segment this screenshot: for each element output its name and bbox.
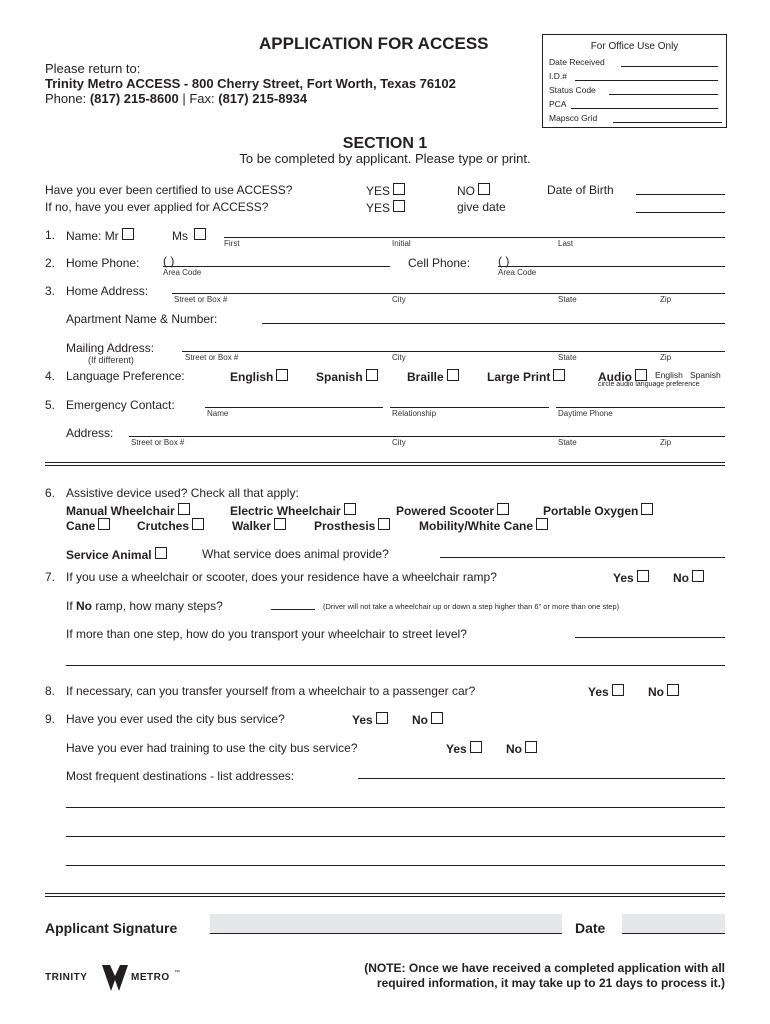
applied-question: If no, have you ever applied for ACCESS?	[45, 200, 269, 214]
office-status-code: Status Code	[549, 85, 596, 95]
emergency-state-caption: State	[558, 438, 577, 447]
device-white-cane-label: Mobility/White Cane	[419, 519, 533, 533]
signature-field[interactable]	[210, 914, 562, 934]
device-crutches-label: Crutches	[137, 519, 190, 533]
processing-note-line2: required information, it may take up to 21 days to process it.)	[376, 976, 725, 990]
lang-english-label: English	[230, 370, 274, 384]
audio-note: circle audio language preference	[598, 381, 700, 388]
logo-trademark: ™	[174, 970, 180, 976]
device-prosthesis-checkbox[interactable]	[378, 518, 390, 530]
mailing-city-caption: City	[392, 353, 406, 362]
device-crutches-checkbox[interactable]	[192, 518, 204, 530]
device-manual-label: Manual Wheelchair	[66, 504, 175, 518]
device-manual-checkbox[interactable]	[178, 503, 190, 515]
processing-note-line1: (NOTE: Once we have received a completed application with all	[364, 961, 725, 975]
emergency-street-caption: Street or Box #	[131, 438, 185, 447]
lang-large-print-checkbox[interactable]	[553, 369, 565, 381]
lang-braille[interactable]	[407, 369, 459, 384]
lang-large-print[interactable]	[487, 369, 565, 384]
office-mapsco-line[interactable]	[613, 122, 722, 123]
transfer-no-label: No	[648, 685, 664, 699]
section-subtitle: To be completed by applicant. Please type or print.	[239, 151, 531, 166]
lang-braille-label: Braille	[407, 370, 444, 384]
destinations-field[interactable]	[358, 778, 725, 779]
cert-yes[interactable]	[366, 183, 405, 198]
transfer-question: If necessary, can you transfer yourself from a wheelchair to a passenger car?	[66, 684, 476, 698]
home-phone-paren: ( )	[163, 254, 175, 268]
cell-phone-paren: ( )	[498, 254, 510, 268]
q8-number: 8.	[45, 684, 56, 698]
mailing-street-caption: Street or Box #	[185, 353, 239, 362]
transfer-yes-label: Yes	[588, 685, 609, 699]
device-crutches[interactable]	[137, 518, 204, 533]
home-state-caption: State	[558, 295, 577, 304]
applied-date-field[interactable]	[636, 212, 725, 213]
apartment-field[interactable]	[262, 323, 725, 324]
lang-spanish-label: Spanish	[316, 370, 363, 384]
lang-large-print-label: Large Print	[487, 370, 551, 384]
device-oxygen-label: Portable Oxygen	[543, 504, 639, 518]
device-scooter-checkbox[interactable]	[497, 503, 509, 515]
steps-field[interactable]	[271, 609, 315, 610]
mr-checkbox[interactable]	[122, 228, 134, 240]
mr-label: Mr	[104, 229, 119, 243]
q3-number: 3.	[45, 284, 56, 298]
audio-english-option[interactable]: English	[655, 370, 683, 380]
cell-area-code-caption: Area Code	[498, 268, 537, 277]
home-street-caption: Street or Box #	[174, 295, 228, 304]
device-walker-label: Walker	[232, 519, 271, 533]
initial-caption: Initial	[392, 239, 411, 248]
office-id: I.D.#	[549, 71, 567, 81]
service-animal-label: Service Animal	[66, 548, 152, 562]
cert-yes-checkbox[interactable]	[393, 183, 405, 195]
if-different-note: (If different)	[88, 355, 134, 365]
device-walker-checkbox[interactable]	[274, 518, 286, 530]
ramp-yes-label: Yes	[613, 571, 634, 585]
ms-option[interactable]	[172, 228, 206, 243]
cert-no-label: NO	[457, 184, 475, 198]
transfer-no-checkbox[interactable]	[667, 684, 679, 696]
office-status-line[interactable]	[609, 94, 718, 95]
home-phone-field[interactable]	[163, 266, 390, 267]
bus-yes[interactable]	[352, 712, 388, 727]
office-pca: PCA	[549, 99, 567, 109]
transport-field[interactable]	[575, 637, 725, 638]
applied-yes[interactable]	[366, 200, 405, 215]
signature-date-field[interactable]	[622, 914, 725, 934]
name-label: Name:	[66, 229, 102, 243]
fax-number: (817) 215-8934	[218, 91, 308, 106]
transport-field-2[interactable]	[66, 665, 725, 666]
dob-label: Date of Birth	[547, 183, 614, 197]
device-prosthesis[interactable]	[314, 518, 390, 533]
emergency-phone-field[interactable]	[556, 407, 725, 408]
ramp-yes[interactable]	[613, 570, 649, 585]
applied-yes-label: YES	[366, 201, 391, 215]
device-cane[interactable]	[66, 518, 110, 533]
phone-number: (817) 215-8600	[89, 91, 179, 106]
steps-rest: ramp, how many steps?	[92, 599, 223, 613]
emergency-relationship-caption: Relationship	[392, 409, 437, 418]
trinity-metro-mark-icon	[101, 962, 129, 992]
mailing-address-label: Mailing Address:	[66, 341, 155, 355]
training-yes[interactable]	[446, 741, 482, 756]
cert-no[interactable]	[457, 183, 490, 198]
bus-yes-checkbox[interactable]	[376, 712, 388, 724]
steps-question	[66, 599, 223, 613]
bus-no-checkbox[interactable]	[431, 712, 443, 724]
training-no-label: No	[506, 742, 522, 756]
device-cane-label: Cane	[66, 519, 96, 533]
training-yes-label: Yes	[446, 742, 467, 756]
device-electric-wheelchair[interactable]	[230, 503, 356, 518]
signature-date-label: Date	[575, 920, 606, 936]
service-animal-checkbox[interactable]	[155, 547, 167, 559]
cert-yes-label: YES	[366, 184, 391, 198]
emergency-name-field[interactable]	[205, 407, 383, 408]
bus-question: Have you ever used the city bus service?	[66, 712, 285, 726]
service-animal[interactable]	[66, 547, 167, 562]
emergency-address-label: Address:	[66, 426, 114, 440]
lang-english-checkbox[interactable]	[276, 369, 288, 381]
logo-text-right: METRO	[131, 972, 170, 983]
cert-no-checkbox[interactable]	[478, 183, 490, 195]
audio-spanish-option[interactable]: Spanish	[690, 370, 721, 380]
ramp-no-checkbox[interactable]	[692, 570, 704, 582]
q5-number: 5.	[45, 398, 56, 412]
office-header: For Office Use Only	[590, 41, 679, 52]
q7-number: 7.	[45, 570, 56, 584]
transfer-no[interactable]	[648, 684, 679, 699]
lang-audio-label: Audio	[598, 370, 632, 384]
device-powered-scooter[interactable]	[396, 503, 509, 518]
lang-audio-checkbox[interactable]	[635, 369, 647, 381]
q9-number: 9.	[45, 712, 56, 726]
last-caption: Last	[558, 239, 574, 248]
return-phone-fax	[45, 91, 307, 106]
section-title: SECTION 1	[342, 135, 428, 152]
training-no[interactable]	[506, 741, 537, 756]
lang-english[interactable]	[230, 369, 288, 384]
mailing-address-field[interactable]	[182, 351, 725, 352]
office-pca-line[interactable]	[571, 108, 718, 109]
destinations-field-4[interactable]	[66, 865, 725, 866]
animal-service-question: What service does animal provide?	[202, 547, 389, 561]
device-electric-checkbox[interactable]	[344, 503, 356, 515]
phone-prefix: Phone:	[45, 91, 90, 106]
assistive-label: Assistive device used? Check all that apply:	[66, 486, 299, 500]
dob-field[interactable]	[636, 194, 725, 195]
device-oxygen-checkbox[interactable]	[641, 503, 653, 515]
section-divider-bottom	[45, 893, 725, 897]
bus-no[interactable]	[412, 712, 443, 727]
home-zip-caption: Zip	[660, 295, 672, 304]
ms-label: Ms	[172, 229, 188, 243]
emergency-daytime-caption: Daytime Phone	[558, 409, 613, 418]
training-question: Have you ever had training to use the city bus service?	[66, 741, 358, 755]
fax-prefix: | Fax:	[178, 91, 219, 106]
home-phone-label: Home Phone:	[66, 256, 140, 270]
device-manual-wheelchair[interactable]	[66, 503, 190, 518]
home-address-field[interactable]	[172, 293, 725, 294]
office-use-box	[542, 34, 727, 128]
device-cane-checkbox[interactable]	[98, 518, 110, 530]
cell-phone-label: Cell Phone:	[408, 256, 471, 270]
q1-number: 1.	[45, 228, 56, 242]
device-scooter-label: Powered Scooter	[396, 504, 495, 518]
transport-question: If more than one step, how do you transport your wheelchair to street level?	[66, 627, 467, 641]
language-label: Language Preference:	[66, 369, 185, 383]
apartment-label: Apartment Name & Number:	[66, 312, 218, 326]
animal-service-field[interactable]	[440, 557, 725, 558]
emergency-relationship-field[interactable]	[390, 407, 549, 408]
transfer-yes[interactable]	[588, 684, 624, 699]
q4-number: 4.	[45, 369, 56, 383]
emergency-name-caption: Name	[207, 409, 229, 418]
q2-number: 2.	[45, 256, 56, 270]
training-no-checkbox[interactable]	[525, 741, 537, 753]
form-title: APPLICATION FOR ACCESS	[259, 34, 489, 53]
training-yes-checkbox[interactable]	[470, 741, 482, 753]
mailing-zip-caption: Zip	[660, 353, 672, 362]
emergency-label: Emergency Contact:	[66, 398, 175, 412]
lang-braille-checkbox[interactable]	[447, 369, 459, 381]
applied-yes-checkbox[interactable]	[393, 200, 405, 212]
ramp-no-label: No	[673, 571, 689, 585]
section-divider-top	[45, 462, 725, 466]
office-id-line[interactable]	[575, 80, 718, 81]
cert-question: Have you ever been certified to use ACCESS?	[45, 183, 293, 197]
destinations-label: Most frequent destinations - list addresses:	[66, 769, 295, 783]
signature-label: Applicant Signature	[45, 920, 178, 936]
ms-checkbox[interactable]	[194, 228, 206, 240]
driver-note: (Driver will not take a wheelchair up or down a step higher than 6" or more than one step)	[323, 602, 620, 611]
ramp-question: If you use a wheelchair or scooter, does your residence have a wheelchair ramp?	[66, 570, 497, 584]
emergency-city-caption: City	[392, 438, 406, 447]
q6-number: 6.	[45, 486, 56, 500]
device-portable-oxygen[interactable]	[543, 503, 653, 518]
device-walker[interactable]	[232, 518, 286, 533]
home-area-code-caption: Area Code	[163, 268, 202, 277]
destinations-field-2[interactable]	[66, 807, 725, 808]
device-electric-label: Electric Wheelchair	[230, 504, 341, 518]
first-caption: First	[224, 239, 240, 248]
cell-phone-field[interactable]	[498, 266, 725, 267]
q1-label	[66, 228, 134, 243]
mailing-state-caption: State	[558, 353, 577, 362]
give-date-label: give date	[457, 200, 506, 214]
lang-spanish-checkbox[interactable]	[366, 369, 378, 381]
emergency-address-field[interactable]	[129, 436, 725, 437]
device-white-cane-checkbox[interactable]	[536, 518, 548, 530]
office-date-received-line[interactable]	[621, 66, 718, 67]
steps-prefix: If	[66, 599, 77, 613]
return-label: Please return to:	[45, 61, 141, 76]
device-prosthesis-label: Prosthesis	[314, 519, 376, 533]
transfer-yes-checkbox[interactable]	[612, 684, 624, 696]
bus-no-label: No	[412, 713, 428, 727]
return-address: Trinity Metro ACCESS - 800 Cherry Street, Fort Worth, Texas 76102	[45, 76, 456, 91]
name-field[interactable]	[224, 237, 725, 238]
office-mapsco: Mapsco Grid	[549, 113, 598, 123]
home-city-caption: City	[392, 295, 406, 304]
emergency-zip-caption: Zip	[660, 438, 672, 447]
bus-yes-label: Yes	[352, 713, 373, 727]
device-white-cane[interactable]	[419, 518, 548, 533]
home-address-label: Home Address:	[66, 284, 149, 298]
ramp-no[interactable]	[673, 570, 704, 585]
logo-text-left: TRINITY	[45, 972, 88, 983]
office-date-received: Date Received	[549, 57, 605, 67]
steps-no: No	[76, 599, 93, 613]
ramp-yes-checkbox[interactable]	[637, 570, 649, 582]
lang-spanish[interactable]	[316, 369, 378, 384]
destinations-field-3[interactable]	[66, 836, 725, 837]
